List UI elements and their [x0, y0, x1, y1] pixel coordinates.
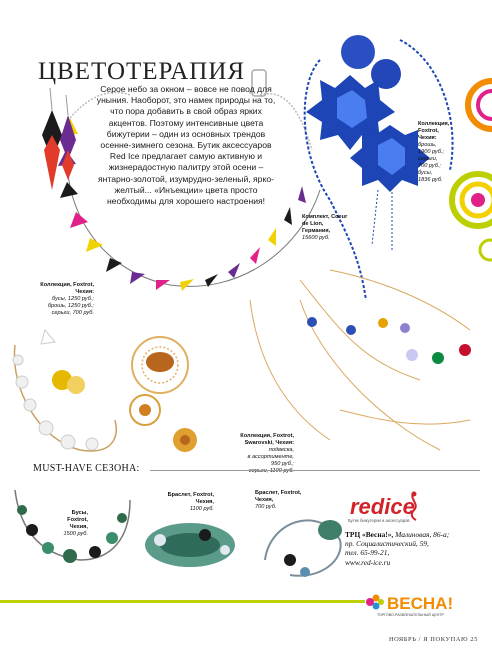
pearl-necklace	[13, 330, 116, 451]
address-line: Малиновая, 86-а;	[395, 530, 450, 539]
green-bracelet-2	[265, 520, 342, 577]
caption-bracelet-1	[150, 492, 214, 513]
caption-line: серьги, 1100 руб.	[248, 468, 294, 474]
caption-line: подвеска,	[268, 447, 294, 453]
caption-line: брошь,	[418, 142, 437, 148]
caption-line: серьги, 700 руб.	[51, 310, 94, 316]
address-line: www.red-ice.ru	[345, 557, 391, 567]
caption-line: серьги,	[418, 156, 438, 162]
address-name: ТРЦ «Весна!»,	[345, 530, 394, 539]
caption-line: брошь, 1250 руб.;	[47, 303, 94, 309]
vesna-logo-text: ВЕСНА!	[387, 594, 454, 613]
address-line: тел. 65-99-21,	[345, 548, 390, 558]
page-title: ЦВЕТОТЕРАПИЯ	[38, 58, 246, 85]
footer-accent-bar	[0, 600, 365, 603]
caption-name: Коллекция, Foxtrot, Чехия:	[40, 282, 94, 295]
caption-lion-set	[302, 214, 352, 242]
caption-name: Браслет, Foxtrot, Чехия,	[255, 490, 302, 503]
intro-text: Серое небо за окном – вовсе не повод для уныния. Наоборот, это намек природы на то, что пора добавить в свой образ ярких акцентов. Поэтому интенсивные цвета бижутерии – один из основных трендов осенне-зимнего сезона. Бутик аксессуаров Red Ice предлагает самую активную и жизнерадостную палитру этой осени – янтарно-золотой, изумрудно-зеленый, ярко-желтый... «Инъекции» цвета просто необходимы для хорошего настроения!	[96, 84, 276, 207]
caption-line: 1900 руб.;	[418, 149, 445, 155]
address-line: пр. Социалистический, 59,	[345, 539, 429, 549]
caption-line: 950 руб.;	[271, 461, 294, 467]
caption-name: Бусы, Foxtrot, Чехия,	[67, 510, 88, 530]
caption-name: Комплект, Coeur de Lion, Германия,	[302, 214, 348, 234]
caption-line: в ассортименте,	[247, 454, 294, 460]
section-divider	[150, 470, 480, 471]
redice-logo-text: redice	[350, 494, 415, 519]
green-bracelet-1	[145, 523, 235, 567]
caption-name: Браслет, Foxtrot, Чехия,	[167, 492, 214, 505]
redice-tagline: Бутик бижутерии и аксессуаров	[348, 518, 410, 523]
vesna-tagline: ТОРГОВО-РАЗВЛЕКАТЕЛЬНЫЙ ЦЕНТР	[377, 613, 444, 617]
caption-name: Коллекция, Foxtrot, Чехия:	[418, 121, 450, 141]
gold-pendant-necklaces	[250, 270, 471, 450]
page-footer: НОЯБРЬ / Я ПОКУПАЮ 25	[388, 636, 478, 643]
caption-line: бусы,	[418, 170, 433, 176]
caption-blue-set	[418, 121, 458, 184]
caption-line: 700 руб.;	[418, 163, 441, 169]
caption-line: 700 руб.	[255, 504, 277, 510]
colored-drop-earrings	[42, 88, 76, 190]
section-title: MUST-HAVE СЕЗОНА:	[33, 463, 140, 474]
decorative-circles	[452, 81, 492, 260]
store-address	[345, 530, 485, 567]
caption-line: бусы, 1250 руб.;	[52, 296, 94, 302]
caption-pendant-set	[222, 433, 294, 475]
caption-bracelet-2	[255, 490, 310, 511]
caption-pearl-set	[28, 282, 94, 317]
caption-green-beads	[50, 510, 88, 538]
caption-line: 15600 руб.	[302, 235, 330, 241]
caption-line: 1836 руб.	[418, 177, 443, 183]
caption-line: 1100 руб.	[189, 506, 214, 512]
caption-line: 1500 руб.	[63, 531, 88, 537]
amber-brooch	[130, 337, 197, 452]
caption-name: Коллекция, Foxtrot, Swarovski, Чехия:	[240, 433, 294, 446]
